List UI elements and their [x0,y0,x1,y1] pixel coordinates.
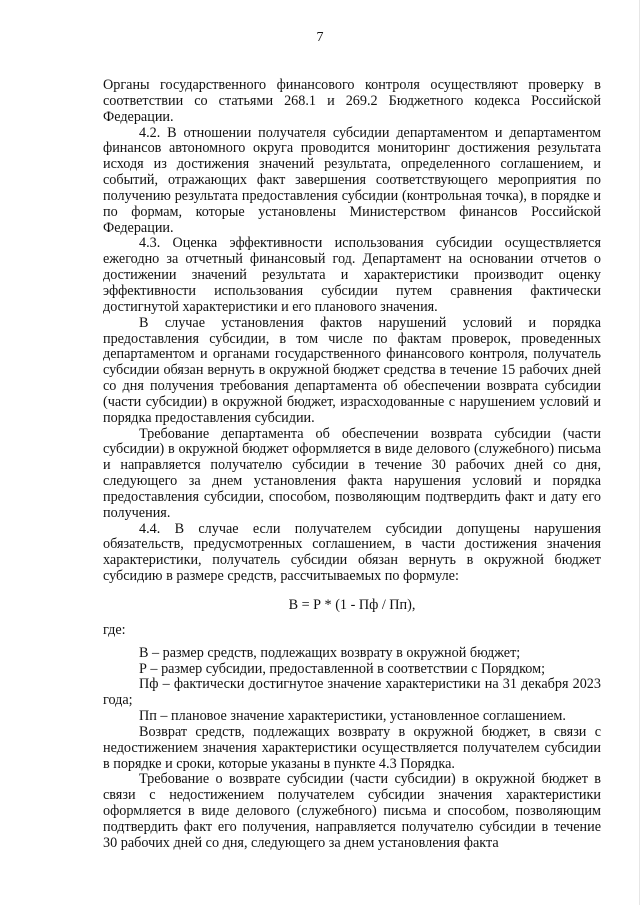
paragraph-return-demand: Требование о возврате субсидии (части субсидии) в окружной бюджет в связи с недостижением получателем субсидии значения характеристики оформляется в виде делового (служебного) письма и способом, позволяющим подтвердить факт его получения, направляется получателю субсидии в течение 30 рабочих дней со дня, следующего за днем установления факта [103,771,601,851]
paragraph-4-2-monitoring: 4.2. В отношении получателя субсидии департаментом и департаментом финансов автономного округа проводится мониторинг достижения результата исходя из достижения значений результата, определенного соглашением, и событий, отражающих факт завершения соответствующего мероприятия по получению результата предоставления субсидии (контрольная точка), в порядке и по формам, которые установлены Министерством финансов Российской Федерации. [103,124,601,236]
page-number: 7 [316,30,324,45]
document-body [103,78,601,852]
definition-v: В – размер средств, подлежащих возврату в окружной бюджет; [139,644,521,661]
return-formula: В = Р * (1 - Пф / Пп), [288,597,416,613]
paragraph-4-3-efficiency: 4.3. Оценка эффективности использования субсидии осуществляется ежегодно за отчетный финансовый год. Департамент на основании отчетов о достижении значений результата и характеристики производит оценку эффективности использования субсидии путем сравнения фактически достигнутой характеристики и его планового значения. [103,235,601,315]
paragraph-4-4-obligations: 4.4. В случае если получателем субсидии допущены нарушения обязательств, предусмотренных соглашением, в части достижения значения характеристики, получатель субсидии обязан вернуть в окружной бюджет субсидию в размере средств, рассчитываемых по формуле: [103,520,601,585]
paragraph-violations-return: В случае установления фактов нарушений условий и порядка предоставления субсидии, в том числе по фактам проверок, проведенных департаментом и органами государственного финансового контроля, получатель субсидии обязан вернуть в окружной бюджет средства в течение 15 рабочих дней со дня получения требования департамента об обеспечении возврата субсидии (части субсидии) в окружной бюджет, израсходованные с нарушением условий и порядка предоставления субсидии. [103,314,601,426]
definition-r: Р – размер субсидии, предоставленной в соответствии с Порядком; [139,660,546,677]
paragraph-return-procedure: Возврат средств, подлежащих возврату в окружной бюджет, в связи с недостижением значения характеристики осуществляется получателем субсидии в порядке и сроки, которые указаны в пункте 4.3 Порядка. [103,723,601,772]
paragraph-control-bodies: Органы государственного финансового контроля осуществляют проверку в соответствии со статьями 268.1 и 269.2 Бюджетного кодекса Российской Федерации. [103,77,601,125]
definition-pf: Пф – фактически достигнутое значение характеристики на 31 декабря 2023 года; [103,676,601,709]
paragraph-return-requirement: Требование департамента об обеспечении возврата субсидии (части субсидии) в окружной бюджет оформляется в виде делового (служебного) письма и направляется получателю субсидии в течение 30 рабочих дней со дня, следующего за днем установления факта нарушения условий и порядка предоставления субсидии, способом, позволяющим подтвердить факт и дату его получения. [103,425,601,521]
definition-pp: Пп – плановое значение характеристики, установленное соглашением. [139,708,566,725]
where-label: где: [103,621,126,638]
